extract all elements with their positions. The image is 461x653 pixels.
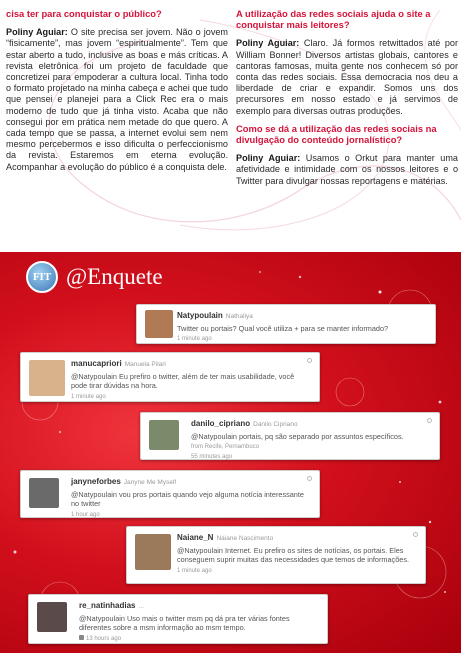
favorite-icon[interactable] xyxy=(427,418,432,423)
avatar[interactable] xyxy=(149,420,179,450)
tweet-timestamp: 1 minute ago xyxy=(177,567,212,574)
answer-text: Claro. Já formos retwittados até por William Bonner! Diversos artistas globais, cantores e cantoras famosas, muita gente nos conhecem só por conta das redes sociais. Essa democracia nos deu a liberdade de criar e expandir. Somos uns dos precursores em nosso estado e já servimos de exemplo para diversas outras produções. xyxy=(236,38,458,116)
tweet-timestamp: 55 minutes ago xyxy=(191,453,233,460)
speaker-label: Poliny Aguiar: xyxy=(236,38,300,49)
tweet-realname: ... xyxy=(138,603,144,610)
avatar[interactable] xyxy=(37,602,67,632)
avatar[interactable] xyxy=(135,534,171,570)
tweet-realname: Manuela Pilari xyxy=(124,361,166,368)
tweet-realname: Janyne Me Myself xyxy=(123,479,177,486)
answer-text: Usamos o Orkut para manter uma afetividade e intimidade com os nossos leitores e o Twitter para divulgar nossas reportagens e matérias. xyxy=(236,153,458,186)
tweet-location: from Recife, Pernambuco xyxy=(191,444,260,451)
tweet-realname: Nathaliya xyxy=(225,313,253,320)
left-column xyxy=(6,8,228,173)
tweet-username[interactable]: re_natinhadias xyxy=(79,601,136,610)
lock-icon xyxy=(79,635,84,640)
tweet-username[interactable]: manucapriori xyxy=(71,359,122,368)
tweet-text: @Natypoulain Eu prefiro o twitter, além de ter mais usabilidade, você pode tirar dúvidas na hora. xyxy=(71,371,295,391)
tweet-card[interactable] xyxy=(20,470,320,518)
question-heading: A utilização das redes sociais ajuda o site a conquistar mais leitores? xyxy=(236,8,431,31)
tweet-text: @Natypoulain Internet. Eu prefiro os sites de notícias, os portais. Eles conseguem suprir muitas das necessidades que temos de informações. xyxy=(177,545,410,565)
answer-paragraph xyxy=(236,153,458,187)
tweet-username[interactable]: danilo_cipriano xyxy=(191,419,251,428)
enquete-header xyxy=(26,260,163,294)
tweet-card[interactable] xyxy=(140,412,440,460)
tweet-realname: Danilo Cipriano xyxy=(253,421,298,428)
enquete-title: @Enquete xyxy=(66,264,163,289)
speaker-label: Poliny Aguiar: xyxy=(6,27,68,38)
tweet-card[interactable] xyxy=(136,304,436,344)
avatar[interactable] xyxy=(29,360,65,396)
tweet-timestamp xyxy=(79,635,319,645)
favorite-icon[interactable] xyxy=(307,358,312,363)
favorite-icon[interactable] xyxy=(413,532,418,537)
question-heading: cisa ter para conquistar o público? xyxy=(6,8,162,19)
tweet-card[interactable] xyxy=(20,352,320,402)
tweet-timestamp: 1 minute ago xyxy=(71,393,106,400)
tweet-timestamp: 1 hour ago xyxy=(71,511,100,518)
speaker-label: Poliny Aguiar: xyxy=(236,153,301,164)
tweet-username[interactable]: janyneforbes xyxy=(71,477,121,486)
tweet-text: @Natypoulain Uso mais o twitter msm pq dá pra ter várias fontes diferentes sobre a msm informação ao msm tempo. xyxy=(79,613,290,633)
tweet-text: @Natypoulain vou pros portais quando vejo alguma notícia interessante no twitter xyxy=(71,489,304,509)
avatar[interactable] xyxy=(145,310,173,338)
tweet-time: 13 hours ago xyxy=(86,635,122,642)
answer-paragraph xyxy=(236,38,458,116)
tweet-card[interactable] xyxy=(126,526,426,584)
avatar[interactable] xyxy=(29,478,59,508)
answer-text: O site precisa ser jovem. Não o jovem “fisicamente”, mas jovem “espiritualmente”. Tem que estar aberto a tudo, inclusive as boas e más críticas. A revista eletrônica foi um projeto de faculdade que concretizei para empoderar a cultura local. Tinha todo o formato projetado na minha cabeça e achei que tudo que pensei e planejei para a Click Rec era o mais moderno de tudo que já tinha visto. Acaba que não consegui por em prática nem metade do que quero. A cada tempo que se passa, a internet evolui sem nem mesmo percebermos e isso dificulta o perfeccionismo da revista. Estaremos em eterna evolução. Acompanhar a evolução do público é a conquista dele. xyxy=(6,27,228,172)
tweet-realname: Naiane Nascimento xyxy=(216,535,274,542)
logo-badge: FIT xyxy=(26,261,58,293)
answer-paragraph xyxy=(6,27,228,173)
tweet-username[interactable]: Naiane_N xyxy=(177,533,214,542)
enquete-section xyxy=(0,252,461,653)
tweet-timestamp: 1 minute ago xyxy=(177,336,212,343)
tweet-text: @Natypoulain portais, pq são separado por assuntos específicos. xyxy=(191,431,404,441)
favorite-icon[interactable] xyxy=(307,476,312,481)
article-section xyxy=(0,0,461,248)
tweet-username[interactable]: Natypoulain xyxy=(177,311,223,320)
tweet-card[interactable] xyxy=(28,594,328,644)
right-column xyxy=(236,8,458,187)
tweet-text: Twitter ou portais? Qual você utiliza + para se manter informado? xyxy=(177,323,389,333)
question-heading: Como se dá a utilização das redes sociais na divulgação do conteúdo jornalístico? xyxy=(236,122,437,146)
